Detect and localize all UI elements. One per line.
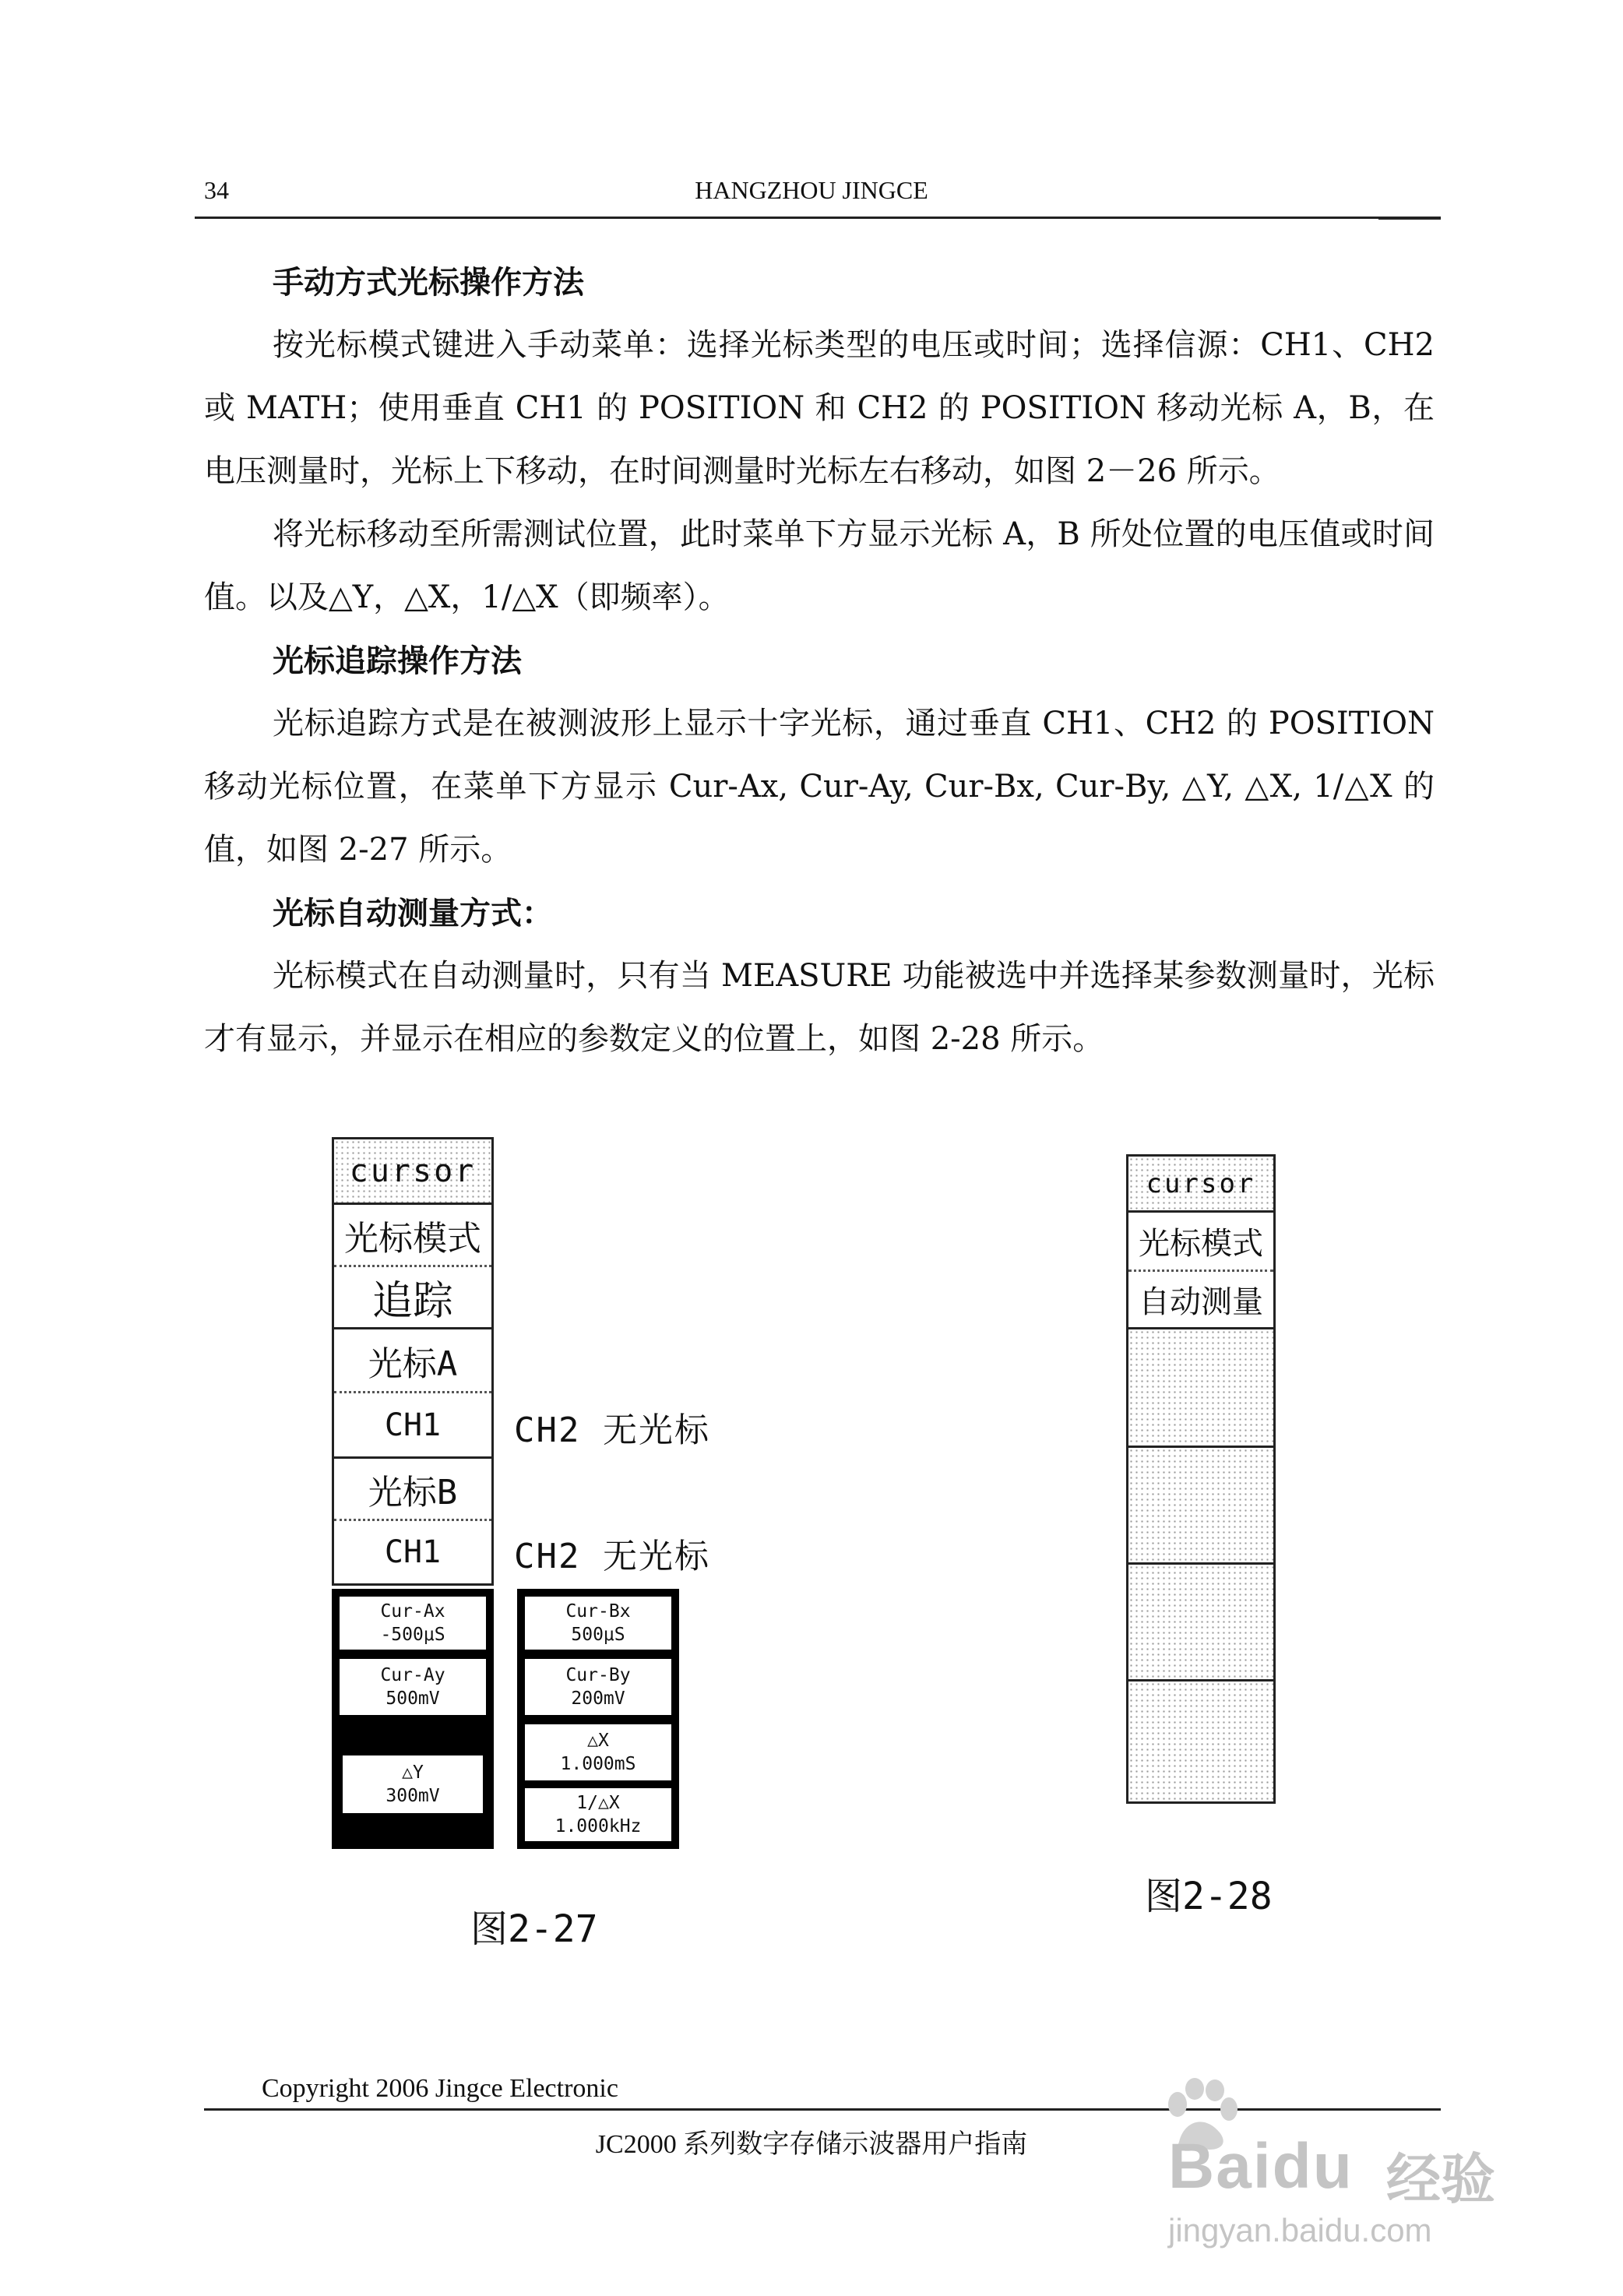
empty-menu-slot bbox=[1128, 1448, 1273, 1565]
empty-menu-slot bbox=[1128, 1565, 1273, 1682]
section-heading: 光标追踪操作方法 bbox=[273, 643, 522, 679]
delta-x-value: 1.000mS bbox=[560, 1754, 636, 1774]
empty-menu-slot bbox=[1128, 1329, 1273, 1448]
cursor-mode-value[interactable]: 自动测量 bbox=[1128, 1272, 1273, 1329]
cur-ax-value: -500μS bbox=[380, 1625, 445, 1645]
cursor-mode-label: 光标模式 bbox=[1128, 1213, 1273, 1272]
cur-ax-readout bbox=[340, 1597, 486, 1650]
cur-by-label: Cur-By bbox=[565, 1665, 631, 1685]
cur-bx-value: 500μS bbox=[571, 1625, 625, 1645]
cur-bx-label: Cur-Bx bbox=[565, 1601, 631, 1622]
running-header-title: HANGZHOU JINGCE bbox=[695, 176, 928, 204]
footer-rule bbox=[204, 2108, 1441, 2111]
watermark-brand-cn: 经验 bbox=[1386, 2149, 1495, 2210]
delta-x-label: △X bbox=[587, 1731, 609, 1751]
section-heading: 手动方式光标操作方法 bbox=[273, 264, 584, 301]
cursor-b-source[interactable]: CH1 bbox=[384, 1534, 442, 1570]
cur-ay-readout bbox=[340, 1659, 486, 1715]
watermark-url: jingyan.baidu.com bbox=[1168, 2212, 1432, 2248]
menu-title: cursor bbox=[1128, 1157, 1273, 1213]
inv-delta-x-readout bbox=[525, 1788, 671, 1841]
delta-y-readout bbox=[343, 1755, 483, 1813]
paragraph: 按光标模式键进入手动菜单：选择光标类型的电压或时间；选择信源：CH1、CH2 或 MATH；使用垂直 CH1 的 POSITION 和 CH2 的 POSITION 移动光标 A，B，在电压测量时，光标上下移动，在时间测量时光标左右移动，如图 2－26 所示。 bbox=[204, 327, 1435, 489]
fig28-cursor-menu bbox=[1126, 1154, 1276, 1804]
cursor-mode-label: 光标模式 bbox=[334, 1205, 491, 1267]
cur-by-readout bbox=[525, 1659, 671, 1715]
paragraph: 光标模式在自动测量时，只有当 MEASURE 功能被选中并选择某参数测量时，光标才有显示，并显示在相应的参数定义的位置上，如图 2-28 所示。 bbox=[204, 958, 1435, 1057]
paragraph: 光标追踪方式是在被测波形上显示十字光标，通过垂直 CH1、CH2 的 POSITION 移动光标位置，在菜单下方显示 Cur-Ax, Cur-Ay, Cur-Bx, Cur-By, △Y, △X, 1/△X 的值，如图 2-27 所示。 bbox=[204, 706, 1435, 868]
delta-y-label: △Y bbox=[402, 1762, 424, 1783]
delta-x-readout bbox=[525, 1724, 671, 1780]
cursor-a-label: 光标A bbox=[334, 1329, 491, 1393]
header-rule-accent bbox=[1378, 217, 1441, 220]
paragraph: 将光标移动至所需测试位置，此时菜单下方显示光标 A，B 所处位置的电压值或时间值。以及△Y，△X，1/△X（即频率）。 bbox=[204, 516, 1435, 615]
figure-caption-2-27: 图2-27 bbox=[470, 1907, 598, 1951]
inv-delta-x-label: 1/△X bbox=[576, 1793, 620, 1813]
cur-ay-label: Cur-Ay bbox=[380, 1665, 445, 1685]
cur-ay-value: 500mV bbox=[386, 1689, 440, 1709]
cursor-b-label: 光标B bbox=[334, 1459, 491, 1521]
section-heading: 光标自动测量方式： bbox=[273, 895, 553, 931]
fig27-cursor-menu bbox=[332, 1137, 494, 1586]
header-rule bbox=[195, 217, 1441, 219]
delta-y-value: 300mV bbox=[386, 1786, 440, 1806]
cursor-mode-value[interactable]: 追踪 bbox=[334, 1267, 491, 1329]
watermark-brand: Baidu bbox=[1168, 2131, 1354, 2202]
inv-delta-x-value: 1.000kHz bbox=[554, 1816, 642, 1836]
menu-title: cursor bbox=[334, 1139, 491, 1205]
figure-caption-2-28: 图2-28 bbox=[1145, 1875, 1273, 1918]
cursor-b-ch2-note: CH2 无光标 bbox=[514, 1537, 710, 1576]
cursor-a-ch2-note: CH2 无光标 bbox=[514, 1410, 710, 1450]
footer-copyright: Copyright 2006 Jingce Electronic bbox=[262, 2074, 618, 2103]
cur-bx-readout bbox=[525, 1597, 671, 1650]
cursor-a-source[interactable]: CH1 bbox=[334, 1393, 491, 1459]
page-number: 34 bbox=[204, 176, 229, 204]
cur-ax-label: Cur-Ax bbox=[380, 1601, 445, 1622]
empty-menu-slot bbox=[1128, 1682, 1273, 1801]
body-text bbox=[204, 251, 1435, 1071]
cur-by-value: 200mV bbox=[571, 1689, 625, 1709]
footer-title: JC2000 系列数字存储示波器用户指南 bbox=[595, 2130, 1028, 2159]
